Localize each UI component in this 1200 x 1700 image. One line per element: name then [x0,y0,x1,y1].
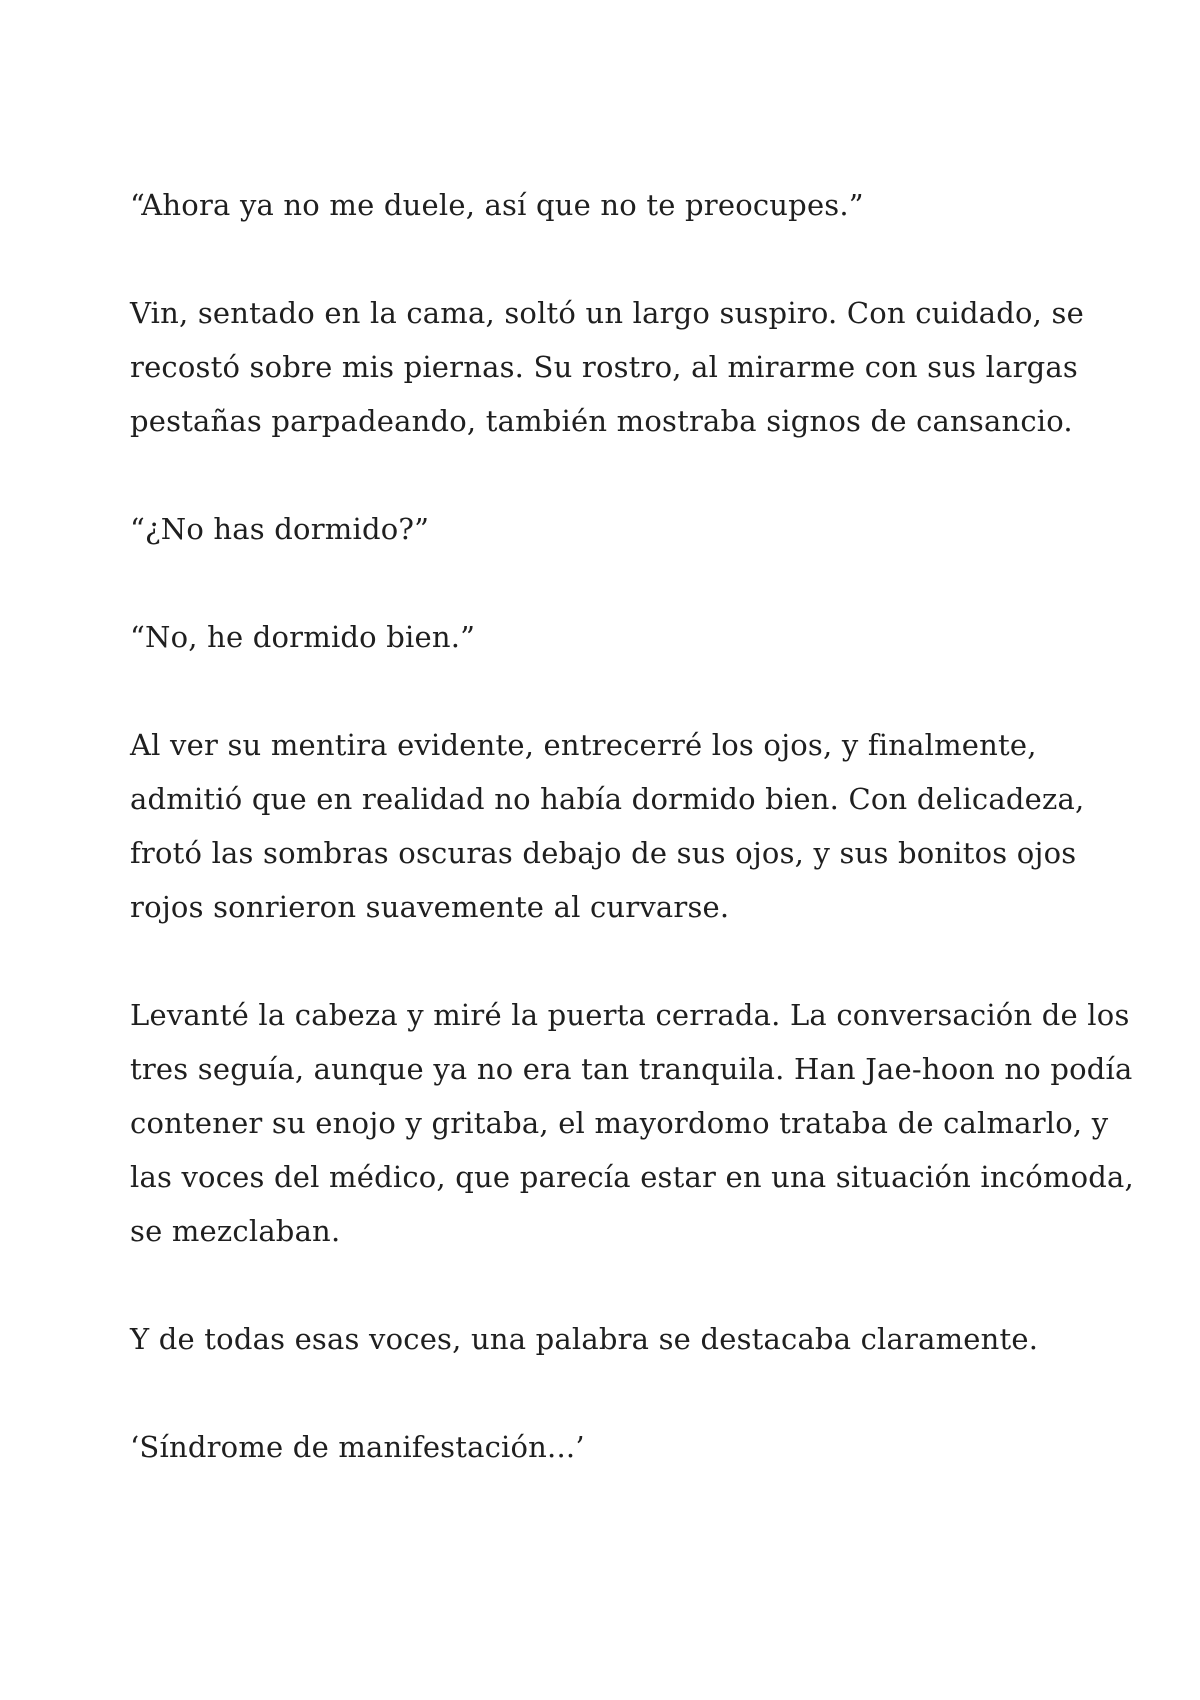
text-line: “Ahora ya no me duele, así que no te preocupes.” [130,188,864,222]
text-line: Vin, sentado en la cama, soltó un largo suspiro. Con cuidado, se [130,296,1084,330]
text-line: Y de todas esas voces, una palabra se destacaba claramente. [130,1322,1039,1356]
text-line: admitió que en realidad no había dormido bien. Con delicadeza, [130,782,1085,816]
text-line: “No, he dormido bien.” [130,620,476,654]
text-line: Al ver su mentira evidente, entrecerré los ojos, y finalmente, [130,728,1037,762]
paragraph-1 [130,178,1110,232]
text-line: las voces del médico, que parecía estar en una situación incómoda, [130,1160,1134,1194]
paragraph-7 [130,1312,1110,1366]
text-line: recostó sobre mis piernas. Su rostro, al mirarme con sus largas [130,350,1078,384]
paragraph-3 [130,502,1110,556]
text-line: ‘Síndrome de manifestación...’ [130,1430,585,1464]
text-line: pestañas parpadeando, también mostraba signos de cansancio. [130,404,1073,438]
paragraph-4 [130,610,1110,664]
text-line: contener su enojo y gritaba, el mayordomo trataba de calmarlo, y [130,1106,1109,1140]
text-line: tres seguía, aunque ya no era tan tranquila. Han Jae-hoon no podía [130,1052,1133,1086]
paragraph-8 [130,1420,1110,1474]
text-line: se mezclaban. [130,1214,341,1248]
paragraph-5 [130,718,1110,934]
text-line: rojos sonrieron suavemente al curvarse. [130,890,730,924]
text-line: “¿No has dormido?” [130,512,430,546]
document-body [130,178,1134,1528]
text-line: Levanté la cabeza y miré la puerta cerrada. La conversación de los [130,998,1130,1032]
paragraph-6 [130,988,1134,1258]
paragraph-2 [130,286,1110,448]
text-line: frotó las sombras oscuras debajo de sus ojos, y sus bonitos ojos [130,836,1077,870]
